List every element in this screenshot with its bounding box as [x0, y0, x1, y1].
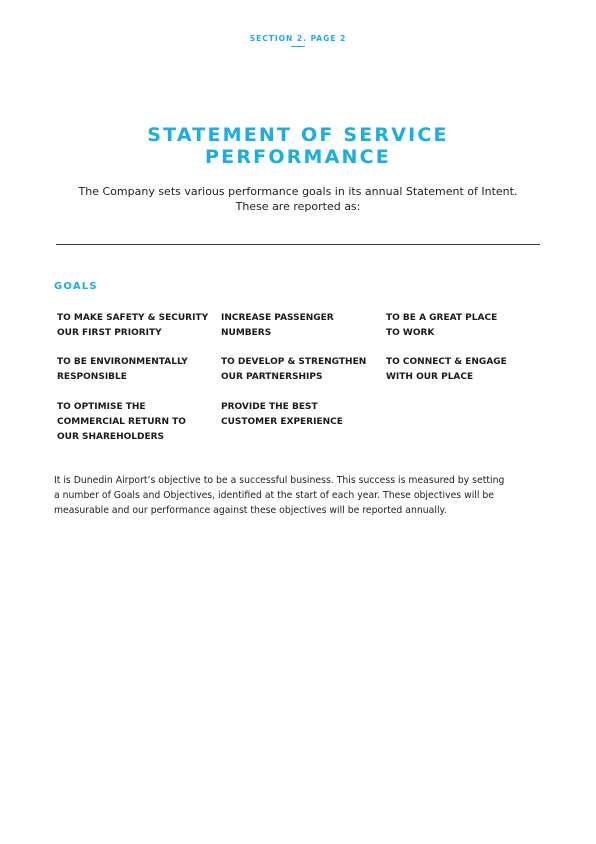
- goal-item-line: OUR FIRST PRIORITY: [57, 328, 162, 338]
- goal-item: [57, 311, 208, 341]
- goal-item-line: TO MAKE SAFETY & SECURITY: [57, 313, 209, 323]
- goal-item: [221, 400, 343, 430]
- goal-item-line: TO OPTIMISE THE: [57, 402, 146, 412]
- section-divider: [56, 244, 540, 245]
- intro-paragraph: [0, 184, 596, 214]
- goal-item-line: OUR SHAREHOLDERS: [57, 432, 165, 442]
- goal-item: [57, 355, 188, 385]
- goal-item-line: NUMBERS: [221, 328, 272, 338]
- goal-item-line: RESPONSIBLE: [57, 372, 127, 382]
- goal-item-line: TO DEVELOP & STRENGTHEN: [221, 357, 367, 367]
- goal-item: [221, 311, 334, 341]
- goal-item-line: CUSTOMER EXPERIENCE: [221, 417, 343, 427]
- goal-item-line: TO BE A GREAT PLACE: [386, 313, 498, 323]
- goal-item-line: WITH OUR PLACE: [386, 372, 474, 382]
- goal-item: [57, 400, 186, 445]
- paragraph-line-1: It is Dunedin Airport’s objective to be a successful business. This success is measured by setting: [54, 475, 505, 486]
- paragraph-line-2: a number of Goals and Objectives, identified at the start of each year. These objectives will be: [54, 490, 495, 501]
- page-title-line-2: PERFORMANCE: [205, 146, 391, 168]
- goals-heading: GOALS: [54, 281, 98, 292]
- goal-item: [386, 311, 497, 341]
- paragraph-line-3: measurable and our performance against these objectives will be reported annually.: [54, 505, 447, 516]
- goal-item-line: COMMERCIAL RETURN TO: [57, 417, 186, 427]
- section-page-label: SECTION 2. PAGE 2: [249, 34, 347, 43]
- goal-item-line: PROVIDE THE BEST: [221, 402, 318, 412]
- goal-item-line: OUR PARTNERSHIPS: [221, 372, 323, 382]
- intro-line-1: The Company sets various performance goals in its annual Statement of Intent.: [78, 185, 518, 198]
- goal-item-line: TO WORK: [386, 328, 435, 338]
- intro-line-2: These are reported as:: [235, 200, 361, 213]
- section-label-underline: [291, 46, 305, 47]
- goal-item: [386, 355, 507, 385]
- goal-item: [221, 355, 366, 385]
- page-title-line-1: STATEMENT OF SERVICE: [147, 124, 449, 146]
- goal-item-line: TO BE ENVIRONMENTALLY: [57, 357, 188, 367]
- goal-item-line: INCREASE PASSENGER: [221, 313, 334, 323]
- objectives-paragraph: [54, 473, 504, 518]
- page-title: [0, 124, 596, 168]
- goal-item-line: TO CONNECT & ENGAGE: [386, 357, 507, 367]
